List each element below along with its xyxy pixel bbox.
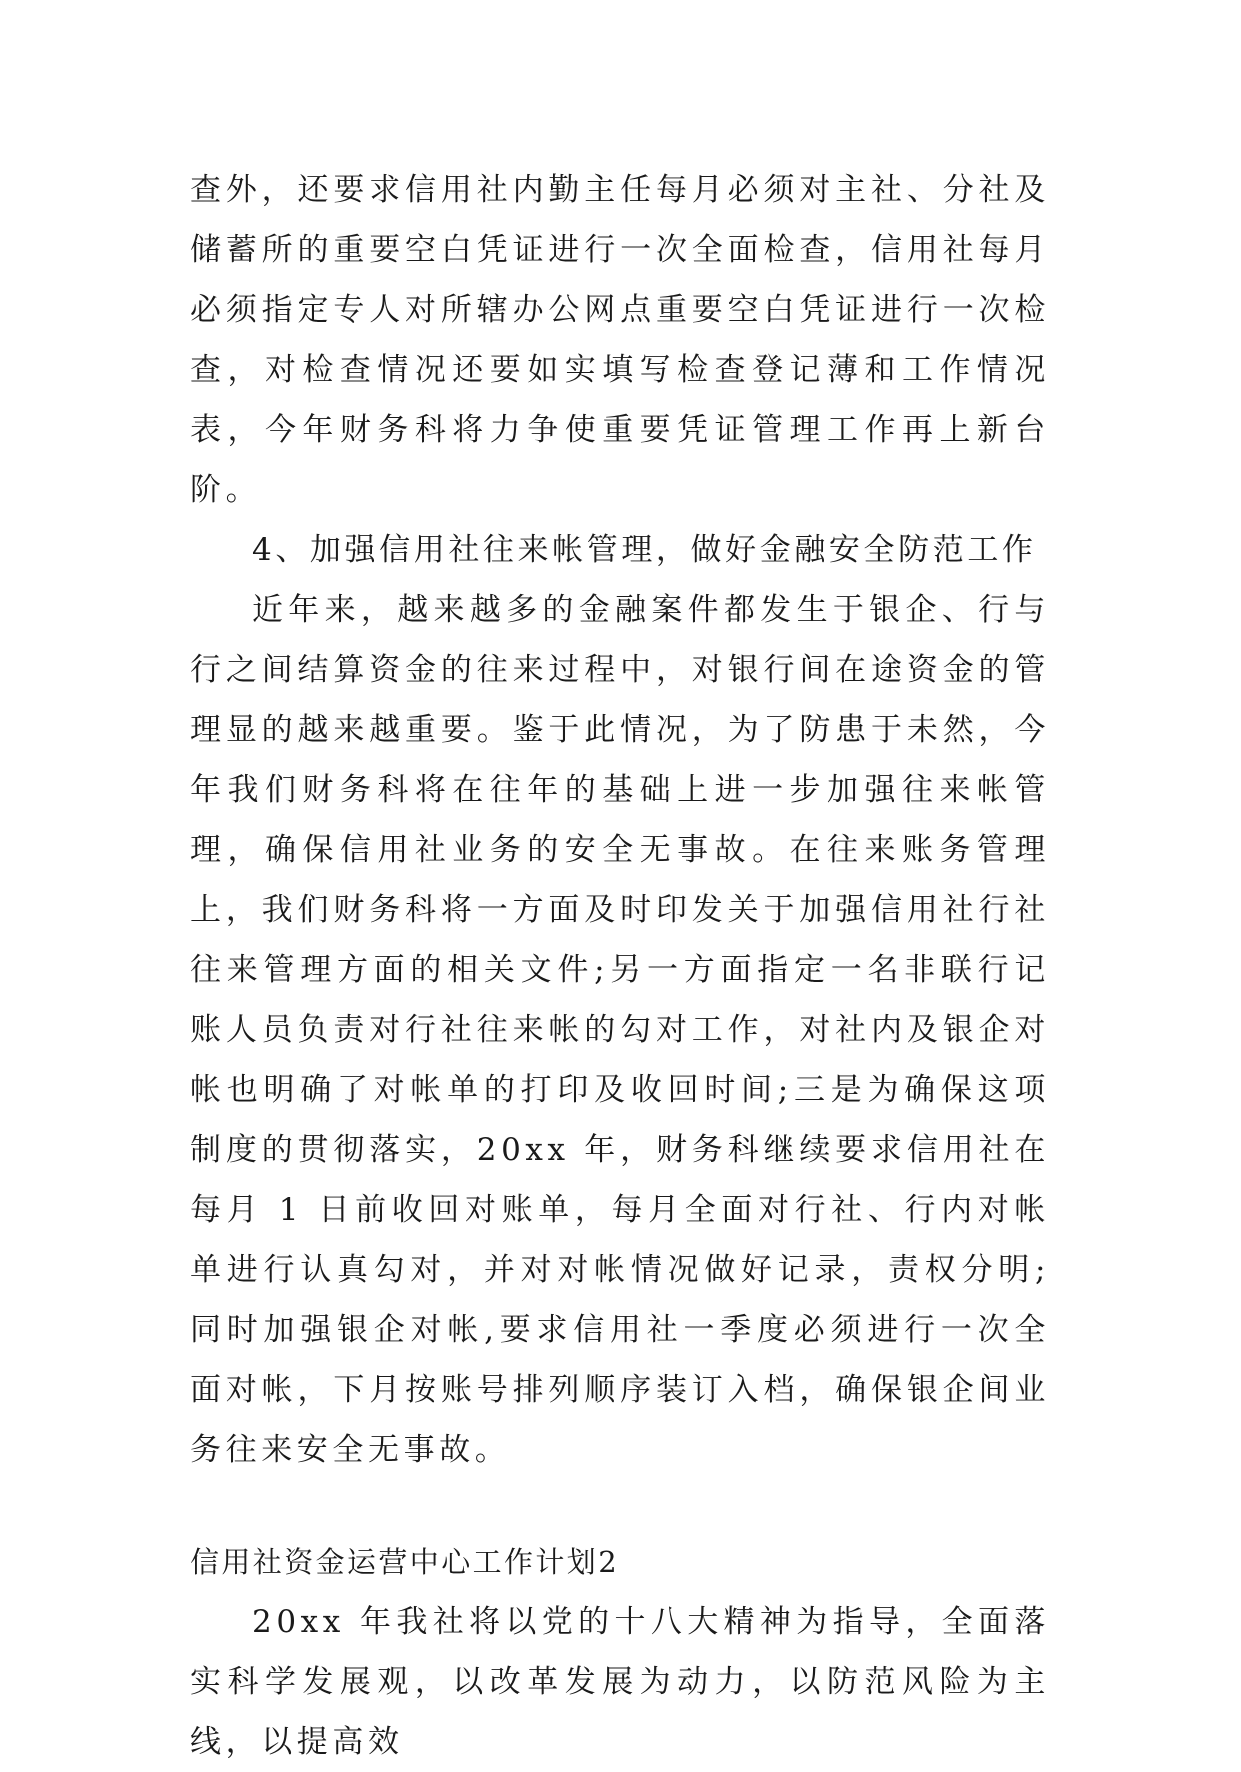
section-title: 信用社资金运营中心工作计划2 bbox=[190, 1545, 620, 1579]
paragraph-voucher-inspection: 查外，还要求信用社内勤主任每月必须对主社、分社及储蓄所的重要空白凭证进行一次全面检查，信用社每月必须指定专人对所辖办公网点重要空白凭证进行一次检查，对检查情况还要如实填写检查登记薄和工作情况表，今年财务科将力争使重要凭证管理工作再上新台阶。 bbox=[190, 172, 1050, 508]
subsection-heading: 4、加强信用社往来帐管理，做好金融安全防范工作 bbox=[252, 532, 1037, 568]
paragraph-intro: 20xx 年我社将以党的十八大精神为指导，全面落实科学发展观，以改革发展为动力，以防范风险为主线，以提高效 bbox=[190, 1604, 1050, 1760]
paragraph-interbank-accounts: 近年来，越来越多的金融案件都发生于银企、行与行之间结算资金的往来过程中，对银行间在途资金的管理显的越来越重要。鉴于此情况，为了防患于未然，今年我们财务科将在往年的基础上进一步加强往来帐管理，确保信用社业务的安全无事故。在往来账务管理上，我们财务科将一方面及时印发关于加强信用社行社往来管理方面的相关文件;另一方面指定一名非联行记账人员负责对行社往来帐的勾对工作，对社内及银企对帐也明确了对帐单的打印及收回时间;三是为确保这项制度的贯彻落实，20xx 年，财务科继续要求信用社在每月 1 日前收回对账单，每月全面对行社、行内对帐单进行认真勾对，并对对帐情况做好记录，责权分明;同时加强银企对帐,要求信用社一季度必须进行一次全面对帐，下月按账号排列顺序装订入档，确保银企间业务往来安全无事故。 bbox=[190, 592, 1050, 1468]
document-body bbox=[190, 160, 1050, 1772]
